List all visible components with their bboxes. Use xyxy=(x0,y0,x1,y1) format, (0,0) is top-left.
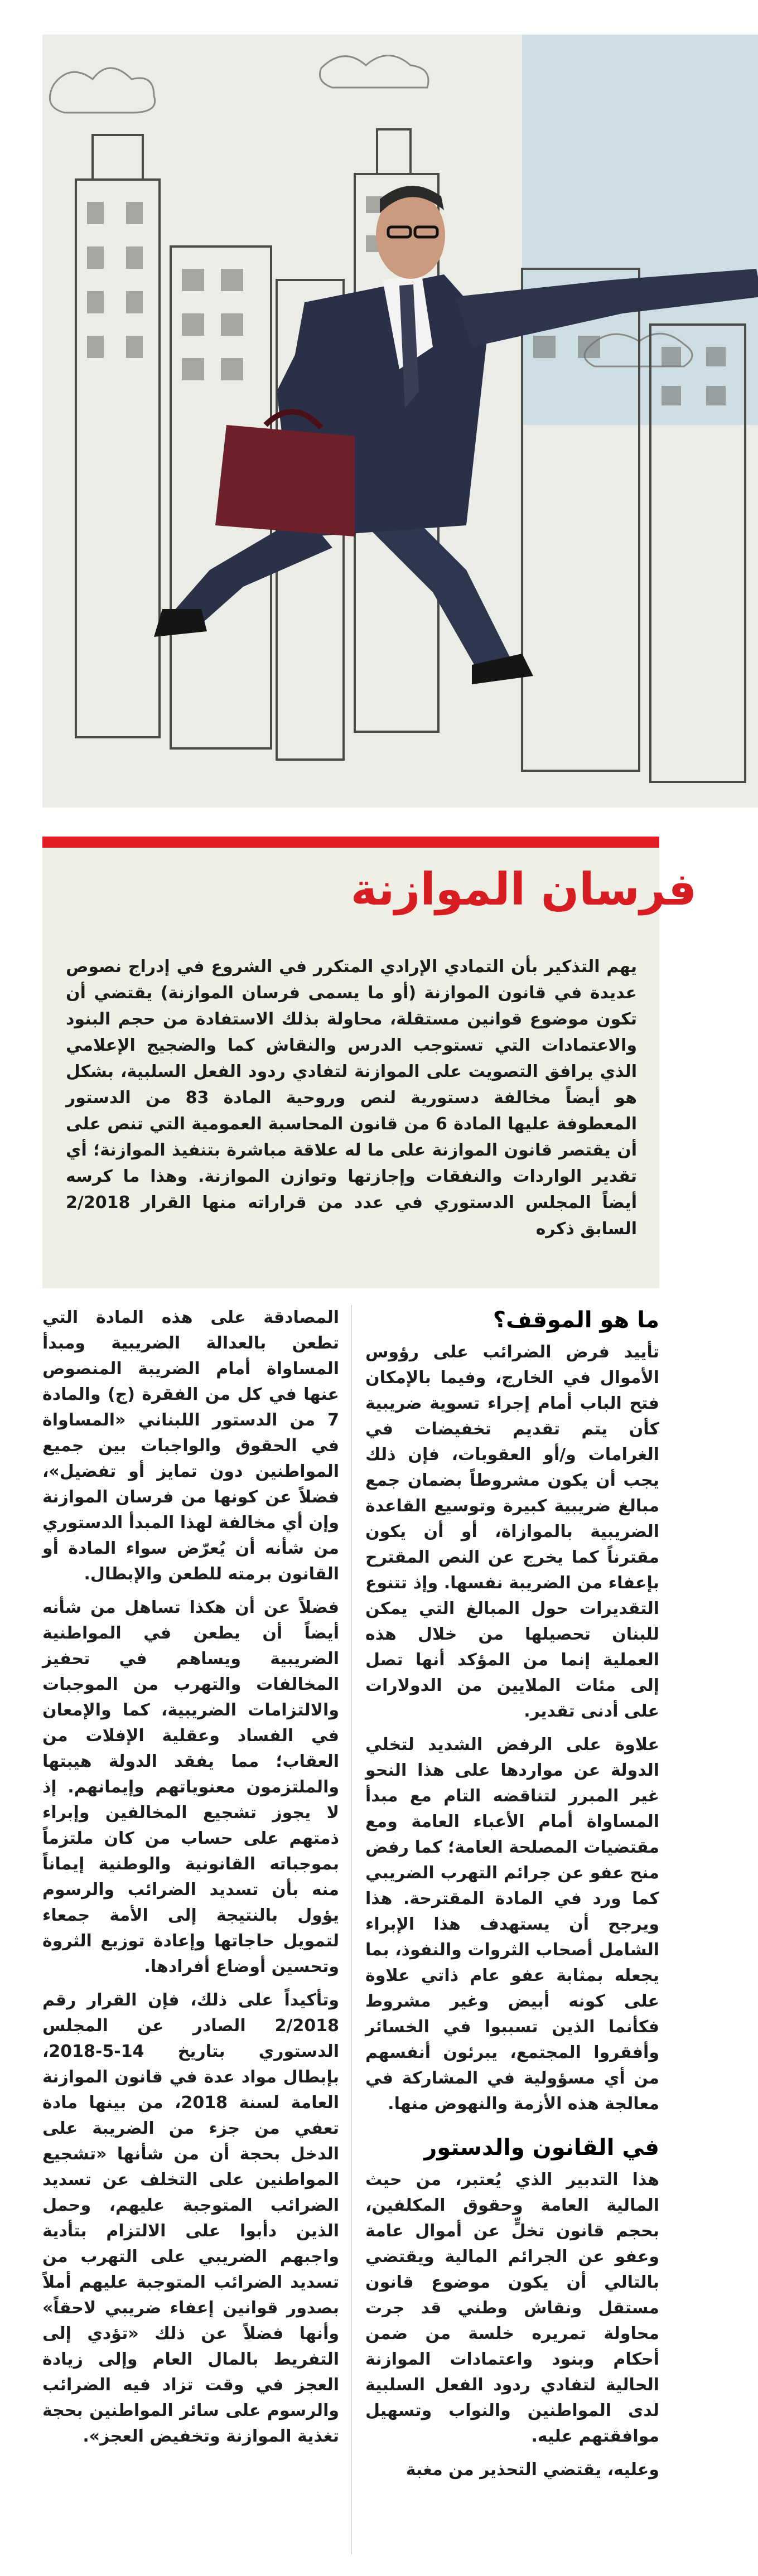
hero-illustration xyxy=(42,35,758,808)
article-headline: فرسان الموازنة xyxy=(350,863,697,915)
body-paragraph: هذا التدبير الذي يُعتبر، من حيث المالية العامة وحقوق المكلفين، بحجم قانون تخلٍّ عن أموال عامة وعفو عن الجرائم المالية ويقتضي بالتالي أن يكون موضوع قانون مستقل ونقاش وطني قد جرت محاولة تمريره خلسة من ضمن أحكام وبنود واعتمادات الموازنة الحالية لتفادي ردود الفعل السلبية لدى المواطنين والنواب وتسهيل موافقتهم عليه. xyxy=(365,2170,659,2446)
body-paragraph: فضلاً عن أن هكذا تساهل من شأنه أيضاً أن يطعن في المواطنية الضريبية ويساهم في تحفيز المخالفات والتهرب من الموجبات والالتزامات الضريبية، كما والإمعان في الفساد وعقلية الإفلات من العقاب؛ مما يفقد الدولة هيبتها والملتزمون معنوياتهم وإيمانهم. إذ لا يجوز تشجيع المخالفين وإبراء ذمتهم على حساب من كان ملتزماً بموجباته القانونية والوطنية إيماناً منه بأن تسديد الضرائب والرسوم يؤول بالنتيجة إلى الأمة جمعاء لتمويل حاجاتها وإعادة توزيع الثروة وتحسين أوضاع أفرادها. xyxy=(42,1598,339,1976)
column-divider xyxy=(351,1305,352,2554)
body-paragraph: تأييد فرض الضرائب على رؤوس الأموال في الخارج، وفيما بالإمكان فتح الباب أمام إجراء تسوية ضريبية كأن يتم تقديم تخفيضات في الغرامات و/أو العقوبات، فإن ذلك يجب أن يكون مشروطاً بضمان جمع مبالغ ضريبية كبيرة وتوسيع القاعدة الضريبية بالموازاة، أو أن يكون مقترناً كما يخرج عن النص المقترح بإعفاء من الضريبة نفسها. وإذ تتنوع التقديرات حول المبالغ التي يمكن للبنان تحصيلها من خلال هذه العملية إنما من المؤكد أنها تصل إلى مئات الملايين من الدولارات على أدنى تقدير. xyxy=(365,1342,659,1721)
body-paragraph: المصادقة على هذه المادة التي تطعن بالعدالة الضريبية ومبدأ المساواة أمام الضريبة المنصوص عنها في كل من الفقرة (ج) والمادة 7 من الدستور اللبناني «المساواة في الحقوق والواجبات بين جميع المواطنين دون تمايز أو تفضيل»، فضلاً عن كونها من فرسان الموازنة وإن أي مخالفة لهذا المبدأ الدستوري من شأنه أن يُعرّض سواء المادة أو القانون برمته للطعن والإبطال. xyxy=(42,1308,339,1584)
section-heading-law: في القانون والدستور xyxy=(424,2135,659,2161)
right-column xyxy=(365,1305,659,2491)
body-paragraph: علاوة على الرفض الشديد لتخلي الدولة عن مواردها على هذا النحو غير المبرر لتناقضه التام مع مبدأ المساواة أمام الأعباء العامة ومع مقتضيات المصلحة العامة؛ كما رفض منح عفو عن جرائم التهرب الضريبي كما ورد في المادة المقترحة. هذا ويرجح أن يستهدف هذا الإبراء الشامل أصحاب الثروات والنفوذ، بما يجعله بمثابة عفو عام ذاتي علاوة على كونه أبيض وغير مشروط فكأنما الذين تسببوا في الخسائر وأفقروا المجتمع، يبرئون أنفسهم من أي مسؤولية في المشاركة في معالجة هذه الأزمة والنهوض منها. xyxy=(365,1735,659,2114)
left-column xyxy=(42,1305,339,2457)
body-paragraph: وتأكيداً على ذلك، فإن القرار رقم 2/2018 الصادر عن المجلس الدستوري بتاريخ 14-5-2018، بإبطال مواد عدة في قانون الموازنة العامة لسنة 2018، من بينها مادة تعفي من جزء من الضريبة على الدخل بحجة أن من شأنها «تشجيع المواطنين على التخلف عن تسديد الضرائب المتوجبة عليهم، وحمل الذين دأبوا على الالتزام بتأدية واجبهم الضريبي على التهرب من تسديد الضرائب المتوجبة عليهم أملاً بصدور قوانين إعفاء ضريبي لاحقاً» وأنها فضلاً عن ذلك «تؤدي إلى التفريط بالمال العام وإلى زيادة العجز في وقت تزاد فيه الضرائب والرسوم على سائر المواطنين بحجة تغذية الموازنة وتخفيض العجز». xyxy=(42,1990,339,2446)
body-paragraph: وعليه، يقتضي التحذير من مغبة xyxy=(405,2460,659,2480)
accent-bar xyxy=(42,837,659,848)
hero-photo xyxy=(42,35,758,808)
section-heading-position: ما هو الموقف؟ xyxy=(493,1307,659,1333)
intro-paragraph: يهم التذكير بأن التمادي الإرادي المتكرر في الشروع في إدراج نصوص عديدة في قانون الموازنة (أو ما يسمى فرسان الموازنة) يقتضي أن تكون موضوع قوانين مستقلة، محاولة بذلك الاستفادة من حجم البنود والاعتمادات التي تستوجب الدرس والنقاش كما والضجيج الإعلامي الذي يرافق التصويت على الموازنة لتفادي ردود الفعل السلبية، بشكل هو أيضاً مخالفة دستورية لنص وروحية المادة 83 من الدستور المعطوفة عليها المادة 6 من قانون المحاسبة العمومية التي تنص على أن يقتصر قانون الموازنة على ما له علاقة مباشرة بتنفيذ الموازنة؛ أي تقدير الواردات والنفقات وإجازتها وتوازن الموازنة. وهذا ما كرسه أيضاً المجلس الدستوري في عدد من قراراته منها القرار 2/2018 السابق ذكره xyxy=(66,957,637,1239)
